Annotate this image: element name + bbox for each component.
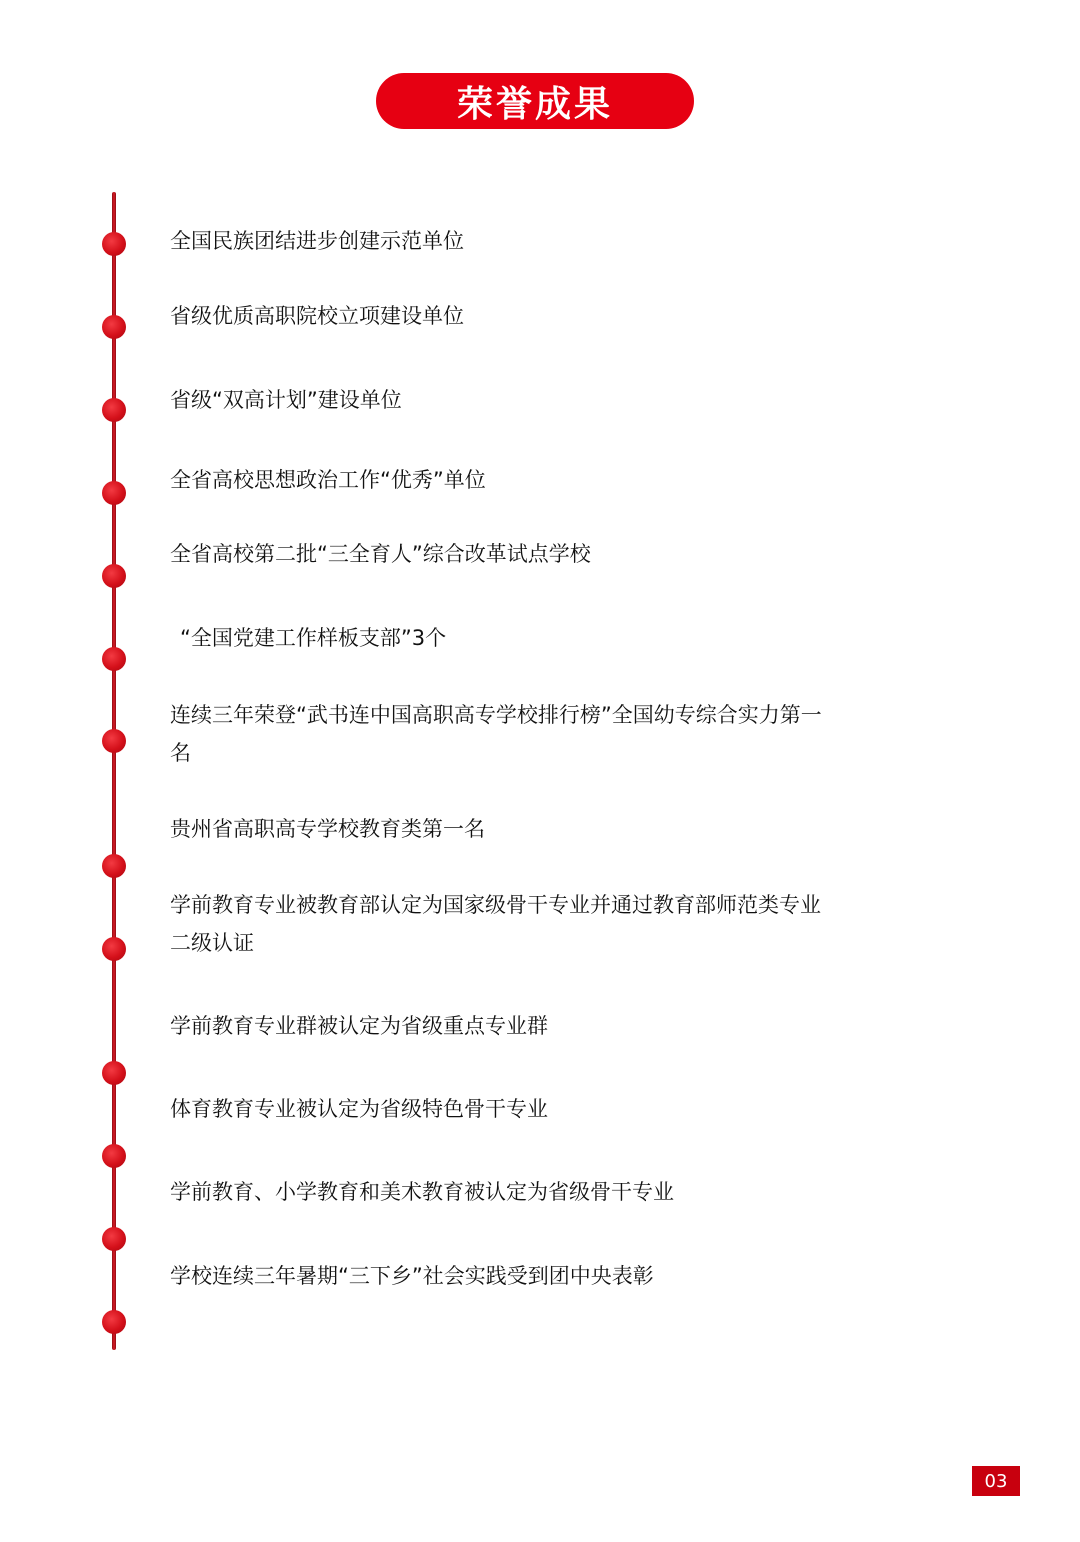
honor-item: 学前教育专业群被认定为省级重点专业群 xyxy=(170,1014,548,1038)
honor-item: 体育教育专业被认定为省级特色骨干专业 xyxy=(170,1097,548,1121)
timeline-dot xyxy=(102,315,126,339)
page-title: 荣誉成果 xyxy=(376,73,694,129)
timeline-dot xyxy=(102,854,126,878)
timeline-dot xyxy=(102,729,126,753)
honor-item: 连续三年荣登“武书连中国高职高专学校排行榜”全国幼专综合实力第一名 xyxy=(170,703,822,765)
page-number: 03 xyxy=(972,1466,1020,1496)
honor-item: 学前教育专业被教育部认定为国家级骨干专业并通过教育部师范类专业二级认证 xyxy=(170,893,821,955)
timeline-line xyxy=(112,192,116,1350)
timeline-dot xyxy=(102,647,126,671)
honor-item: “全国党建工作样板支部”3个 xyxy=(180,626,447,650)
timeline-dot xyxy=(102,1144,126,1168)
honor-item: 贵州省高职高专学校教育类第一名 xyxy=(170,817,485,841)
honor-item: 省级优质高职院校立项建设单位 xyxy=(170,304,464,328)
timeline-dot xyxy=(102,1310,126,1334)
timeline-dot xyxy=(102,398,126,422)
honor-item: 省级“双高计划”建设单位 xyxy=(170,388,402,412)
timeline-dot xyxy=(102,232,126,256)
honor-item: 全省高校思想政治工作“优秀”单位 xyxy=(170,468,486,492)
honor-item: 学校连续三年暑期“三下乡”社会实践受到团中央表彰 xyxy=(170,1264,654,1288)
honor-item: 全国民族团结进步创建示范单位 xyxy=(170,229,464,253)
timeline-dot xyxy=(102,1061,126,1085)
honor-item: 全省高校第二批“三全育人”综合改革试点学校 xyxy=(170,542,591,566)
timeline-dot xyxy=(102,937,126,961)
honor-item: 学前教育、小学教育和美术教育被认定为省级骨干专业 xyxy=(170,1180,674,1204)
timeline-dot xyxy=(102,564,126,588)
timeline-dot xyxy=(102,481,126,505)
timeline-dot xyxy=(102,1227,126,1251)
